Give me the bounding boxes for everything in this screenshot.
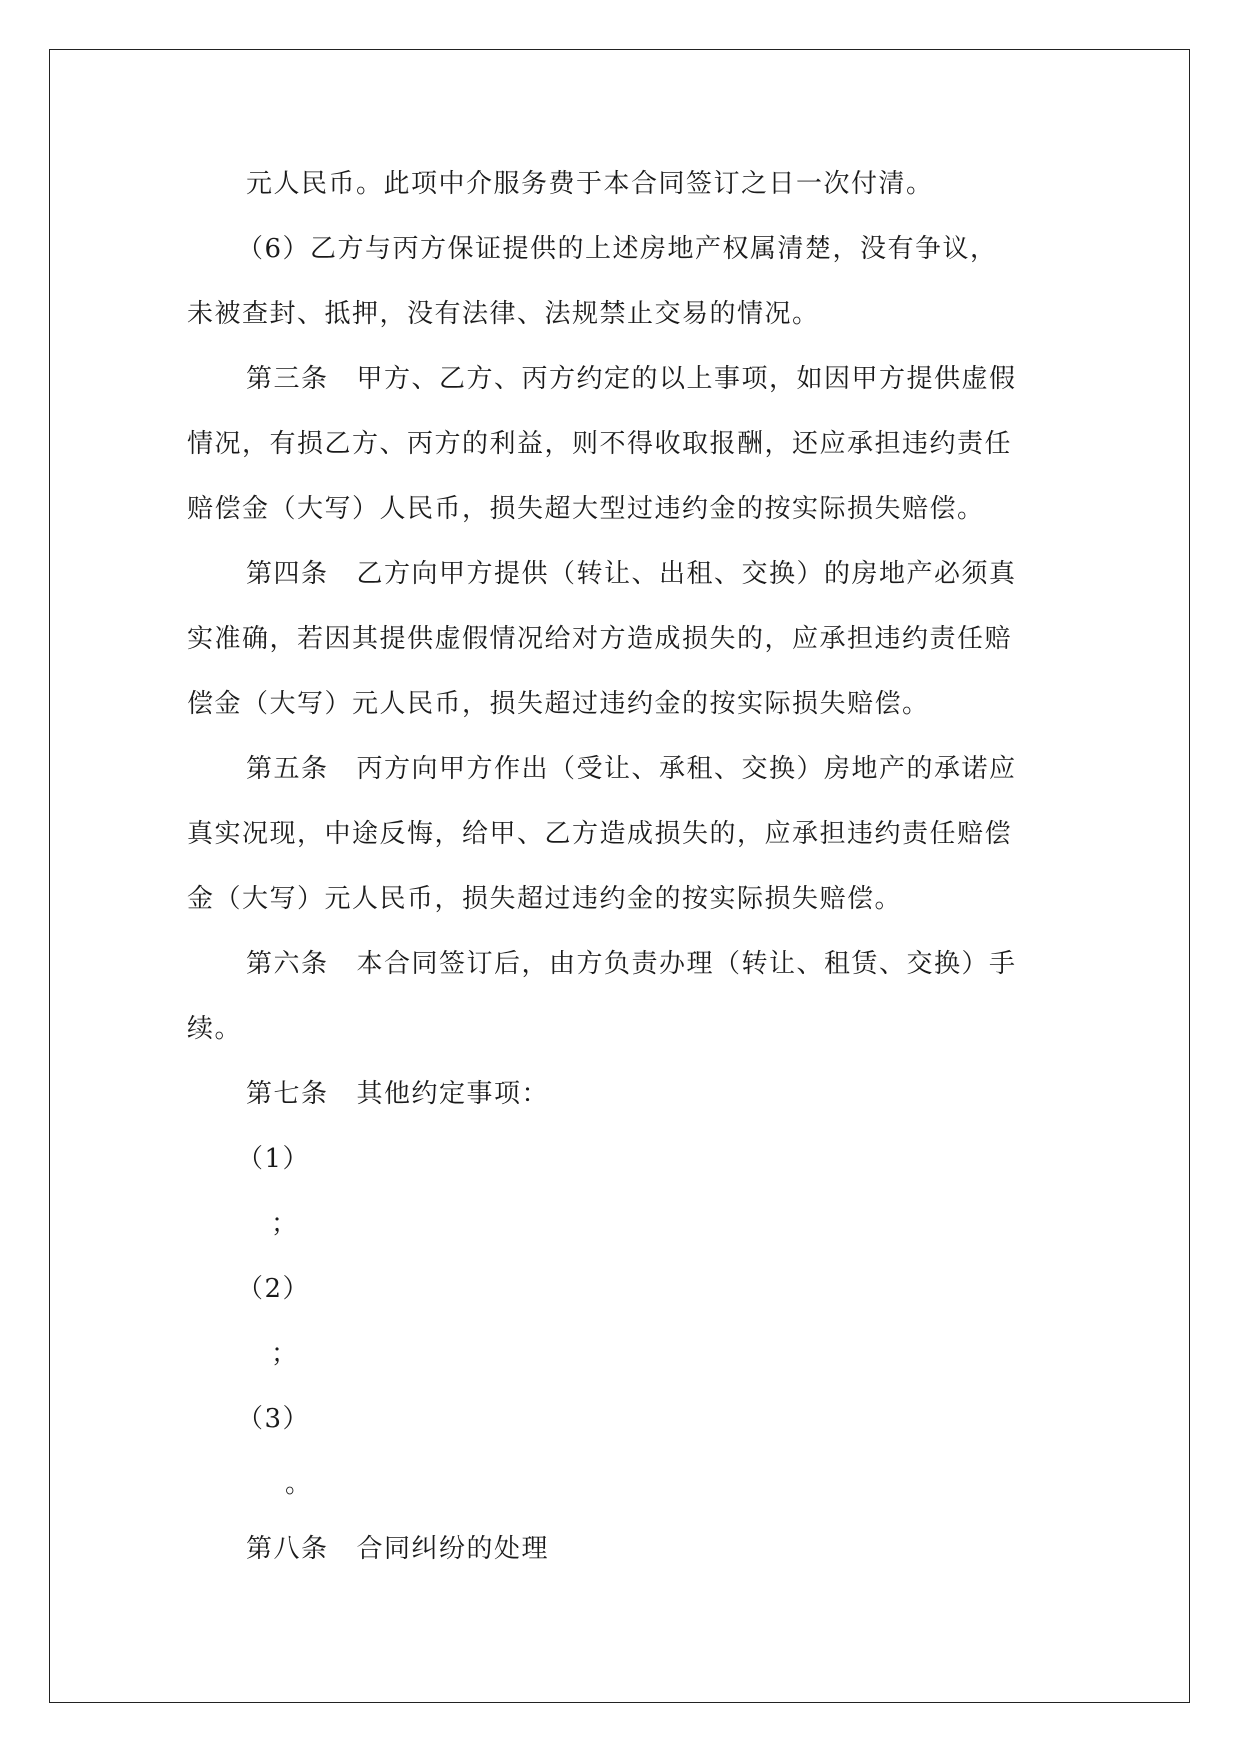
line-text: ； — [271, 1339, 299, 1369]
line-text: 实准确，若因其提供虚假情况给对方造成损失的，应承担违约责任赔 — [187, 624, 1013, 654]
list-item-end — [187, 1197, 1057, 1262]
line-text: 未被查封、抵押，没有法律、法规禁止交易的情况。 — [187, 299, 820, 329]
line-text: 赔偿金（大写）人民币，损失超大型过违约金的按实际损失赔偿。 — [187, 494, 985, 524]
line-text: 金（大写）元人民币，损失超过违约金的按实际损失赔偿。 — [187, 884, 903, 914]
article-6-heading-line — [187, 937, 1057, 1002]
line-text: 续。 — [187, 1014, 243, 1044]
article-title: 第三条 — [246, 364, 329, 394]
list-item-marker — [187, 1262, 1057, 1327]
text-line — [187, 872, 1057, 937]
text-line — [187, 612, 1057, 677]
article-title: 第六条 — [246, 949, 329, 979]
text-line — [187, 417, 1057, 482]
line-text: （2） — [237, 1274, 311, 1304]
document-body — [187, 157, 1057, 1587]
line-text: 偿金（大写）元人民币，损失超过违约金的按实际损失赔偿。 — [187, 689, 930, 719]
text-line — [187, 807, 1057, 872]
line-text: （3） — [237, 1404, 311, 1434]
line-text: 本合同签订后，由方负责办理（转让、租赁、交换）手 — [356, 949, 1017, 979]
list-item-marker — [187, 1132, 1057, 1197]
line-text: 甲方、乙方、丙方约定的以上事项，如因甲方提供虚假 — [356, 364, 1017, 394]
line-text: 情况，有损乙方、丙方的利益，则不得收取报酬，还应承担违约责任 — [187, 429, 1013, 459]
article-title: 第四条 — [246, 559, 329, 589]
article-5-heading-line — [187, 742, 1057, 807]
list-item-end — [187, 1457, 1057, 1522]
article-title: 第五条 — [246, 754, 329, 784]
article-3-heading-line — [187, 352, 1057, 417]
article-4-heading-line — [187, 547, 1057, 612]
line-text: 。 — [285, 1469, 313, 1499]
article-8-heading-line — [187, 1522, 1057, 1587]
list-item-end — [187, 1327, 1057, 1392]
line-text: 合同纠纷的处理 — [356, 1534, 550, 1564]
article-title: 第八条 — [246, 1534, 329, 1564]
text-line — [187, 287, 1057, 352]
text-line — [187, 677, 1057, 742]
line-text: ； — [271, 1209, 299, 1239]
list-item-marker — [187, 1392, 1057, 1457]
text-line — [187, 482, 1057, 547]
line-text: 元人民币。此项中介服务费于本合同签订之日一次付清。 — [246, 169, 934, 199]
article-title: 第七条 — [246, 1079, 329, 1109]
line-text: （6）乙方与丙方保证提供的上述房地产权属清楚，没有争议， — [237, 234, 998, 264]
text-line — [187, 222, 1057, 287]
article-7-heading-line — [187, 1067, 1057, 1132]
line-text: 真实况现，中途反悔，给甲、乙方造成损失的，应承担违约责任赔偿 — [187, 819, 1013, 849]
line-text: （1） — [237, 1144, 311, 1174]
text-line — [187, 1002, 1057, 1067]
line-text: 丙方向甲方作出（受让、承租、交换）房地产的承诺应 — [356, 754, 1017, 784]
line-text: 乙方向甲方提供（转让、出租、交换）的房地产必须真 — [356, 559, 1017, 589]
line-text: 其他约定事项： — [356, 1079, 550, 1109]
text-line — [187, 157, 1057, 222]
